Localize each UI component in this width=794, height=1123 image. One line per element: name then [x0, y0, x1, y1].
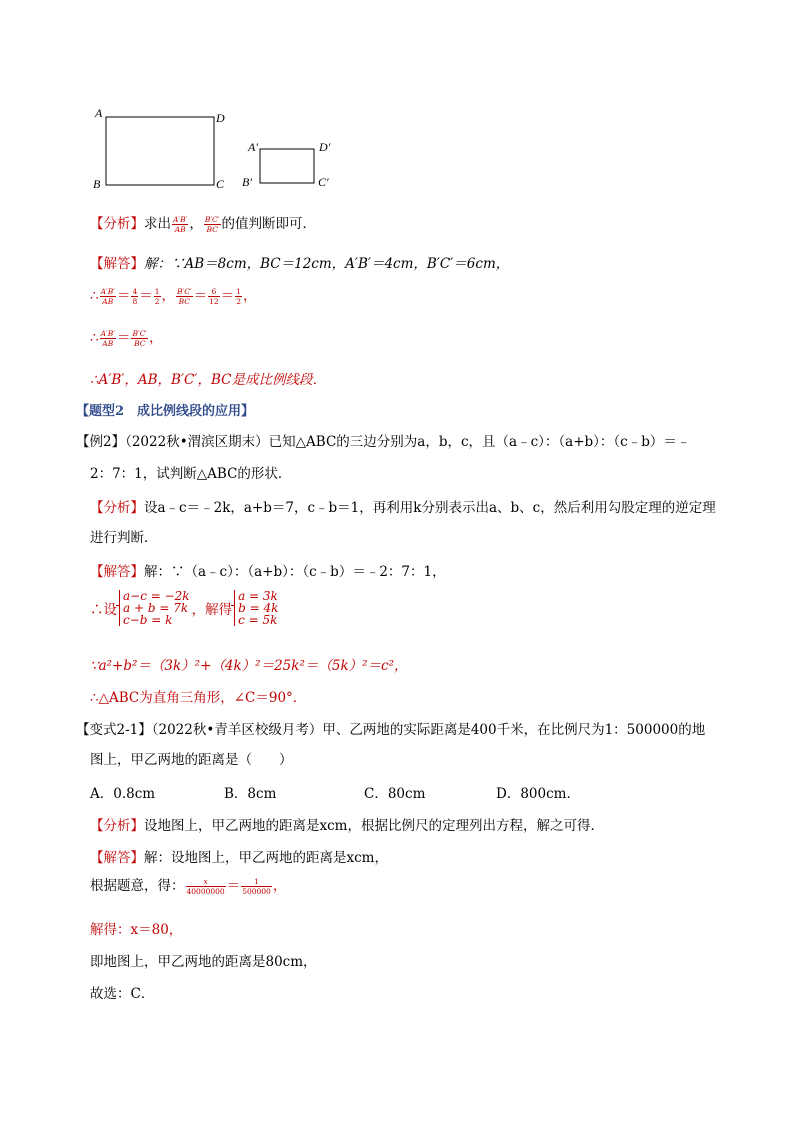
- label-d-prime: D′: [319, 140, 331, 154]
- ex2-equation-system: ∴设 a−c = −2k a + b = 7k c−b = k ，解得 a = 3k b = 4k c = 5k: [90, 589, 279, 627]
- ex1-answer-line4: ∴A′B′，AB，B′C′，BC是成比例线段．: [90, 372, 326, 388]
- fraction: $\frac{B'C'}{BC}$: [204, 215, 220, 234]
- equation-system-1: a−c = −2k a + b = 7k c−b = k: [119, 590, 190, 626]
- var21-analysis: 【分析】设地图上，甲乙两地的距离是xcm，根据比例尺的定理列出方程，解之可得．: [90, 818, 604, 834]
- var21-result: 即地图上，甲乙两地的距离是80cm，: [90, 954, 317, 970]
- var21-equation: 根据题意，得： $\frac{x}{40000000}$ ＝ $\frac{1}{500000}$ ，: [90, 877, 287, 896]
- fraction: $\frac{A'B'}{AB}$: [173, 215, 188, 234]
- label-a: A: [95, 106, 103, 120]
- ex2-question-line1: 【例2】（2022秋•渭滨区期末）已知△ABC的三边分别为a，b，c，且（a﹣c）：（a+b）：（c﹣b）＝﹣: [76, 434, 691, 450]
- label-c: C: [216, 177, 225, 191]
- rectangle-a2b2c2d2: [260, 149, 314, 183]
- label-b-prime: B′: [242, 175, 252, 189]
- option-c: C．80cm: [364, 786, 426, 802]
- answer-tag: 【解答】: [90, 256, 144, 272]
- ex1-analysis: 【分析】求出 $\frac{A'B'}{AB}$ ， $\frac{B'C'}{BC}$ 的值判断即可．: [90, 215, 316, 234]
- ex1-answer-line3: ∴ $\frac{A'B'}{AB}$ ＝ $\frac{B'C'}{BC}$ ，: [90, 329, 163, 348]
- fraction: $\frac{1}{500000}$: [242, 877, 271, 896]
- answer-tag: 【解答】: [90, 564, 144, 580]
- option-d: D．800cm．: [496, 786, 580, 802]
- ex2-answer-line1: 【解答】解：∵（a﹣c）：（a+b）：（c﹣b）＝﹣2：7：1，: [90, 564, 446, 580]
- ex2-analysis-line1: 【分析】设a﹣c＝﹣2k，a+b＝7，c﹣b＝1，再利用k分别表示出a、b、c，然后利用勾股定理的逆定理: [90, 500, 716, 516]
- answer-text: 解：∵AB＝8cm，BC＝12cm，A′B′＝4cm，B′C′＝6cm，: [144, 256, 510, 272]
- label-b: B: [93, 177, 101, 191]
- analysis-tag: 【分析】: [90, 500, 144, 516]
- label-d: D: [216, 111, 225, 125]
- rectangle-abcd: [106, 117, 214, 185]
- label-c-prime: C′: [318, 175, 329, 189]
- rectangles-figure: [88, 105, 348, 195]
- ex2-pythagoras-line: ∵a²+b²＝（3k）²+（4k）²＝25k²＝（5k）²＝c²，: [90, 658, 408, 674]
- ex2-conclusion-line: ∴△ABC为直角三角形，∠C＝90°．: [90, 690, 307, 706]
- var21-answer: 【解答】解：设地图上，甲乙两地的距离是xcm，: [90, 850, 388, 866]
- ex1-answer-line2: ∴ $\frac{A'B'}{AB}$ ＝ $\frac{4}{8}$ ＝ $\frac{1}{2}$ ， $\frac{B'C'}{BC}$ ＝ $\frac{6}{12}$ ＝ $\frac{1}{2}$ ，: [90, 287, 257, 306]
- option-b: B．8cm: [224, 786, 277, 802]
- var21-question-line2: 图上，甲乙两地的距离是（ ）: [90, 752, 293, 768]
- analysis-text: 求出: [144, 216, 171, 232]
- var21-question-line1: 【变式2-1】（2022秋•青羊区校级月考）甲、乙两地的实际距离是400千米，在比例尺为1：500000的地: [76, 722, 706, 738]
- option-a: A．0.8cm: [90, 786, 156, 802]
- label-a-prime: A′: [248, 140, 258, 154]
- example-tag: 【例2】: [76, 434, 126, 450]
- answer-tag: 【解答】: [90, 850, 144, 866]
- section-heading: 【题型2 成比例线段的应用】: [76, 404, 255, 419]
- var21-solve: 解得：x＝80，: [90, 922, 183, 938]
- var21-choice: 故选：C．: [90, 986, 155, 1002]
- ex2-question-line2: 2：7：1，试判断△ABC的形状．: [90, 466, 292, 482]
- analysis-tag: 【分析】: [90, 818, 144, 834]
- equation-system-2: a = 3k b = 4k c = 5k: [234, 590, 278, 626]
- variant-tag: 【变式2-1】: [76, 722, 152, 738]
- fraction: $\frac{x}{40000000}$: [186, 877, 225, 896]
- ex2-analysis-line2: 进行判断．: [90, 530, 158, 546]
- analysis-tag: 【分析】: [90, 216, 144, 232]
- ex1-answer-line1: [90, 252, 509, 272]
